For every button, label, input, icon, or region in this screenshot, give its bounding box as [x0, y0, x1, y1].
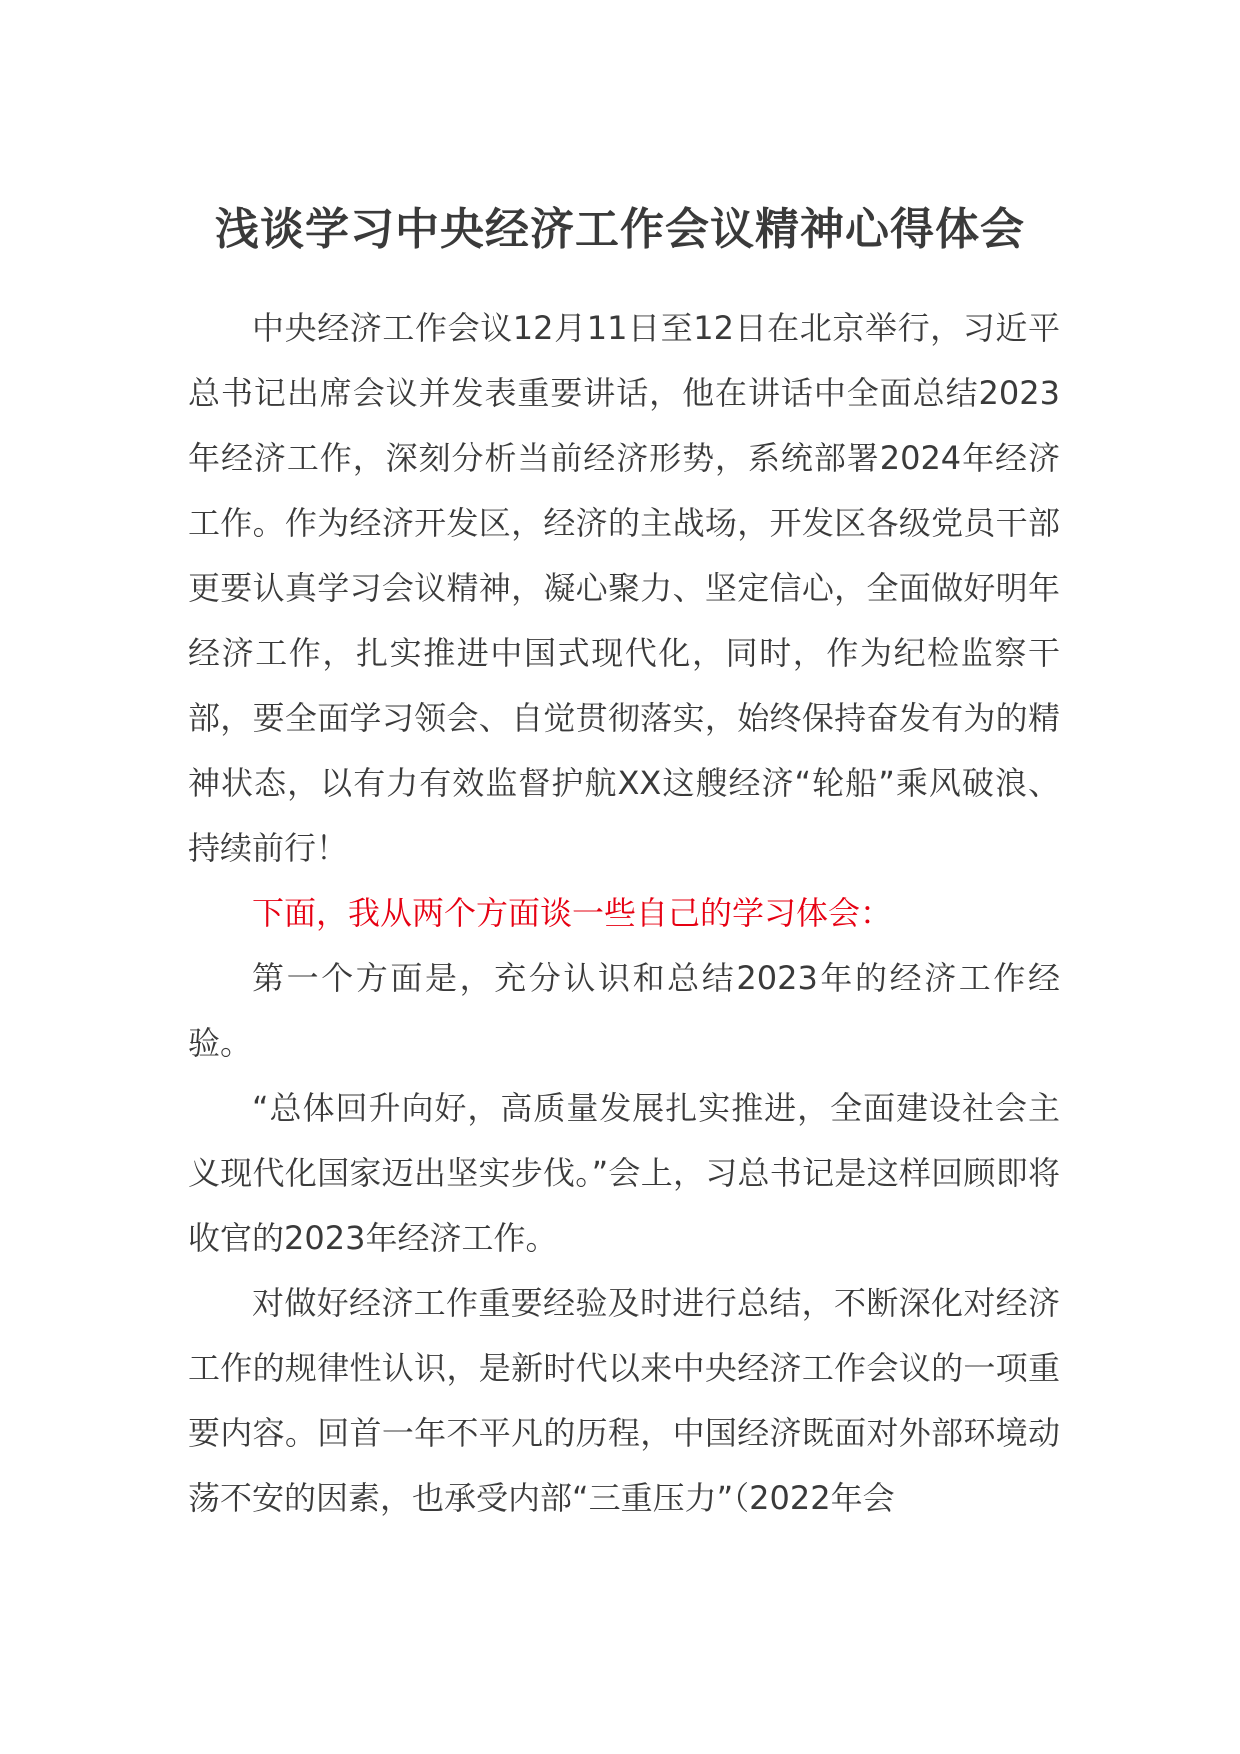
paragraph-aspect-one: 第一个方面是，充分认识和总结2023年的经济工作经验。 [188, 959, 1060, 1062]
document-body [188, 296, 1060, 1531]
paragraph-experience-summary: 对做好经济工作重要经验及时进行总结，不断深化对经济工作的规律性认识，是新时代以来中央经济工作会议的一项重要内容。回首一年不平凡的历程，中国经济既面对外部环境动荡不安的因素，也承受内部“三重压力”（2022年会 [188, 1284, 1060, 1517]
document-title: 浅谈学习中央经济工作会议精神心得体会 [215, 204, 1025, 255]
paragraph-quote-review: “总体回升向好，高质量发展扎实推进，全面建设社会主义现代化国家迈出坚实步伐。”会上，习总书记是这样回顾即将收官的2023年经济工作。 [188, 1089, 1060, 1257]
paragraph-intro: 中央经济工作会议12月11日至12日在北京举行，习近平总书记出席会议并发表重要讲话，他在讲话中全面总结2023年经济工作，深刻分析当前经济形势，系统部署2024年经济工作。作为经济开发区，经济的主战场，开发区各级党员干部更要认真学习会议精神，凝心聚力、坚定信心，全面做好明年经济工作，扎实推进中国式现代化，同时，作为纪检监察干部，要全面学习领会、自觉贯彻落实，始终保持奋发有为的精神状态，以有力有效监督护航XX这艘经济“轮船”乘风破浪、持续前行！ [188, 309, 1060, 867]
paragraph-transition-highlight: 下面，我从两个方面谈一些自己的学习体会： [252, 894, 893, 932]
